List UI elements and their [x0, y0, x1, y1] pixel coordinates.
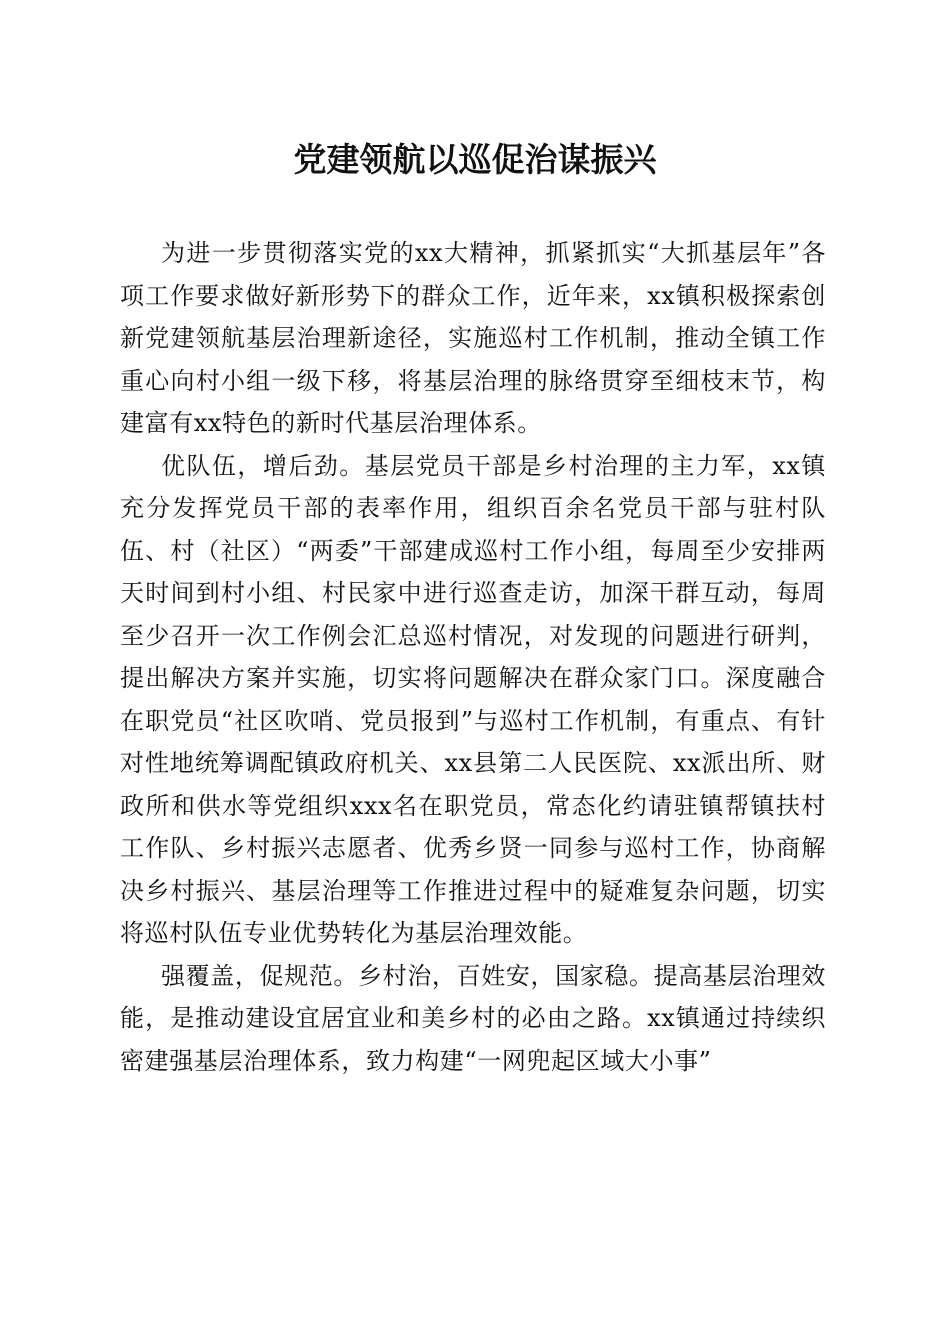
paragraph-team-building: 优队伍，增后劲。基层党员干部是乡村治理的主力军，xx镇充分发挥党员干部的表率作用，组织百余名党员干部与驻村队伍、村（社区）“两委”干部建成巡村工作小组，每周至少安排两天时间到村小组、村民家中进行巡查走访，加深干群互动，每周至少召开一次工作例会汇总巡村情况，对发现的问题进行研判，提出解决方案并实施，切实将问题解决在群众家门口。深度融合在职党员“社区吹哨、党员报到”与巡村工作机制，有重点、有针对性地统筹调配镇政府机关、xx县第二人民医院、xx派出所、财政所和供水等党组织xxx名在职党员，常态化约请驻镇帮镇扶村工作队、乡村振兴志愿者、优秀乡贤一同参与巡村工作，协商解决乡村振兴、基层治理等工作推进过程中的疑难复杂问题，切实将巡村队伍专业优势转化为基层治理效能。: [120, 451, 826, 947]
document-body: [120, 232, 826, 1082]
document-title: 党建领航以巡促治谋振兴: [293, 140, 657, 179]
paragraph-intro: 为进一步贯彻落实党的xx大精神，抓紧抓实“大抓基层年”各项工作要求做好新形势下的群众工作，近年来，xx镇积极探索创新党建领航基层治理新途径，实施巡村工作机制，推动全镇工作重心向村小组一级下移，将基层治理的脉络贯穿至细枝末节，构建富有xx特色的新时代基层治理体系。: [120, 239, 826, 437]
paragraph-coverage: 强覆盖，促规范。乡村治，百姓安，国家稳。提高基层治理效能，是推动建设宜居宜业和美乡村的必由之路。xx镇通过持续织密建强基层治理体系，致力构建“一网兜起区域大小事”: [120, 961, 826, 1075]
